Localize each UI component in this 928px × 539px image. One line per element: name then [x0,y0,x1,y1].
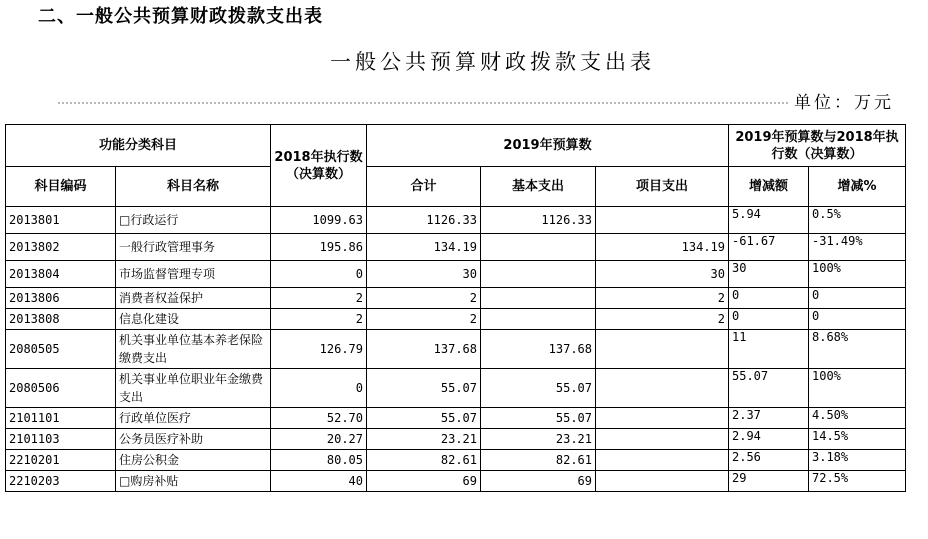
row-exec-2018: 0 [271,261,367,288]
row-basic: 69 [481,471,596,492]
row-code: 2080505 [6,330,116,369]
row-name: 机关事业单位职业年金缴费支出 [116,369,271,408]
row-exec-2018: 52.70 [271,408,367,429]
row-total: 55.07 [367,369,481,408]
table-title: 一般公共预算财政拨款支出表 [330,50,655,74]
row-project [596,408,729,429]
row-change-pct: 100% [809,369,906,408]
row-change-pct: 3.18% [809,450,906,471]
row-basic: 82.61 [481,450,596,471]
row-exec-2018: 2 [271,309,367,330]
table-row [6,261,906,288]
row-basic: 1126.33 [481,207,596,234]
row-code: 2210203 [6,471,116,492]
row-total: 82.61 [367,450,481,471]
row-change-amount: 2.56 [729,450,809,471]
unit-label: 单位：万元 [794,93,894,113]
table-body [6,207,906,492]
row-code: 2013802 [6,234,116,261]
row-total: 23.21 [367,429,481,450]
row-name: 消费者权益保护 [116,288,271,309]
row-change-amount: 55.07 [729,369,809,408]
row-name: □购房补贴 [116,471,271,492]
row-total: 137.68 [367,330,481,369]
section-heading: 二、一般公共预算财政拨款支出表 [38,6,323,27]
row-total: 2 [367,309,481,330]
header-change-pct: 增减% [809,167,906,207]
row-basic [481,261,596,288]
row-code: 2013801 [6,207,116,234]
row-project: 2 [596,309,729,330]
row-change-amount: 5.94 [729,207,809,234]
row-project [596,471,729,492]
row-total: 30 [367,261,481,288]
row-exec-2018: 1099.63 [271,207,367,234]
header-compare: 2019年预算数与2018年执行数（决算数） [729,125,906,167]
row-basic [481,288,596,309]
header-budget-2019: 2019年预算数 [367,125,729,167]
row-basic: 55.07 [481,408,596,429]
row-code: 2013808 [6,309,116,330]
row-total: 134.19 [367,234,481,261]
row-change-amount: 2.94 [729,429,809,450]
table-row [6,288,906,309]
row-code: 2101103 [6,429,116,450]
row-change-pct: 8.68% [809,330,906,369]
expenditure-table [5,124,906,492]
row-change-pct: 14.5% [809,429,906,450]
row-name: 住房公积金 [116,450,271,471]
row-exec-2018: 2 [271,288,367,309]
table-row [6,429,906,450]
row-exec-2018: 126.79 [271,330,367,369]
row-exec-2018: 0 [271,369,367,408]
row-project [596,207,729,234]
row-code: 2013804 [6,261,116,288]
row-name: 市场监督管理专项 [116,261,271,288]
row-name: □行政运行 [116,207,271,234]
row-change-pct: 100% [809,261,906,288]
row-project [596,429,729,450]
row-project: 30 [596,261,729,288]
row-name: 一般行政管理事务 [116,234,271,261]
table-row [6,330,906,369]
row-change-pct: 0.5% [809,207,906,234]
row-code: 2101101 [6,408,116,429]
row-project [596,330,729,369]
table-row [6,408,906,429]
row-total: 55.07 [367,408,481,429]
header-basic: 基本支出 [481,167,596,207]
row-code: 2210201 [6,450,116,471]
row-total: 2 [367,288,481,309]
table-row [6,207,906,234]
row-exec-2018: 195.86 [271,234,367,261]
row-basic: 55.07 [481,369,596,408]
row-project: 2 [596,288,729,309]
table-row [6,309,906,330]
row-basic: 137.68 [481,330,596,369]
row-name: 机关事业单位基本养老保险缴费支出 [116,330,271,369]
header-change-amount: 增减额 [729,167,809,207]
row-change-amount: -61.67 [729,234,809,261]
header-project: 项目支出 [596,167,729,207]
row-basic [481,309,596,330]
header-exec-2018: 2018年执行数（决算数） [271,125,367,207]
header-name: 科目名称 [116,167,271,207]
header-total: 合计 [367,167,481,207]
row-code: 2080506 [6,369,116,408]
row-change-pct: 4.50% [809,408,906,429]
table-row [6,450,906,471]
row-exec-2018: 80.05 [271,450,367,471]
row-project [596,450,729,471]
header-functional-class: 功能分类科目 [6,125,271,167]
row-basic [481,234,596,261]
row-change-pct: 0 [809,309,906,330]
row-change-amount: 29 [729,471,809,492]
table-row [6,471,906,492]
header-code: 科目编码 [6,167,116,207]
row-code: 2013806 [6,288,116,309]
row-change-amount: 30 [729,261,809,288]
row-exec-2018: 40 [271,471,367,492]
table-row [6,234,906,261]
row-project [596,369,729,408]
row-change-pct: 0 [809,288,906,309]
dotted-leader [58,90,788,104]
row-name: 信息化建设 [116,309,271,330]
row-name: 行政单位医疗 [116,408,271,429]
row-change-pct: 72.5% [809,471,906,492]
row-change-amount: 11 [729,330,809,369]
row-change-pct: -31.49% [809,234,906,261]
row-total: 69 [367,471,481,492]
row-change-amount: 2.37 [729,408,809,429]
row-change-amount: 0 [729,309,809,330]
row-total: 1126.33 [367,207,481,234]
row-change-amount: 0 [729,288,809,309]
row-project: 134.19 [596,234,729,261]
row-name: 公务员医疗补助 [116,429,271,450]
row-exec-2018: 20.27 [271,429,367,450]
row-basic: 23.21 [481,429,596,450]
table-row [6,369,906,408]
